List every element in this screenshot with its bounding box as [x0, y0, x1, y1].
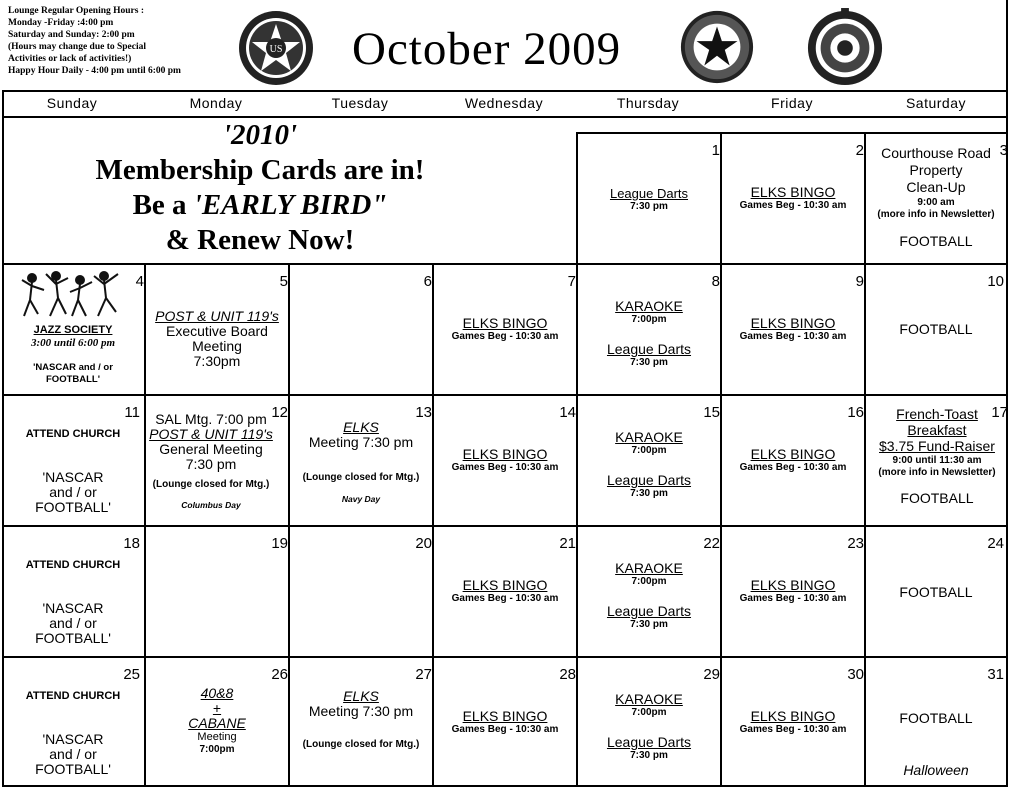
day-number: 24: [987, 535, 1004, 552]
american-legion-emblem-icon: [236, 8, 316, 88]
hours-line: Monday -Friday :4:00 pm: [8, 18, 114, 28]
promo-text: Be a: [132, 189, 194, 221]
day-cell-18: [2, 559, 144, 646]
grid-line: [2, 90, 1008, 92]
holiday-label: Columbus Day: [181, 500, 241, 510]
day-number: 29: [703, 666, 720, 683]
event-time: 7:30 pm: [185, 456, 237, 472]
grid-line: [576, 132, 1008, 134]
promo-early-bird: 'EARLY BIRD": [193, 189, 388, 221]
event-time: Games Beg - 10:30 am: [451, 331, 559, 342]
day-number: 6: [423, 273, 432, 290]
day-cell-22: [578, 561, 720, 631]
event-time: Games Beg - 10:30 am: [451, 462, 559, 473]
day-number: 2: [855, 142, 864, 159]
day-cell-8: [578, 299, 720, 369]
day-number: 27: [415, 666, 432, 683]
event-note: 'NASCAR and / or: [33, 362, 113, 373]
event-title: ELKS BINGO: [462, 315, 548, 331]
event-time: Games Beg - 10:30 am: [739, 593, 847, 604]
weekday-header: Tuesday: [331, 95, 389, 111]
jazz-dancers-icon: [18, 268, 122, 320]
event-time: Games Beg - 10:30 am: [739, 724, 847, 735]
event-time: Games Beg - 10:30 am: [451, 593, 559, 604]
hours-line: Activities or lack of activities!): [8, 54, 132, 64]
day-number: 13: [415, 404, 432, 421]
day-number: 16: [847, 404, 864, 421]
day-number: 23: [847, 535, 864, 552]
day-number: 19: [271, 535, 288, 552]
holiday-label: Halloween: [903, 762, 969, 778]
day-cell-14: [434, 447, 576, 474]
event-title: FOOTBALL: [899, 233, 973, 249]
weekday-header: Friday: [771, 95, 813, 111]
day-cell-27: [290, 689, 432, 751]
day-cell-23: [722, 578, 864, 605]
day-cell-1: [578, 186, 720, 213]
hours-line: (Hours may change due to Special: [8, 42, 147, 52]
event-title: POST & UNIT 119's: [149, 426, 273, 442]
event-time: 7:30 pm: [630, 750, 668, 761]
event-title: French-Toast: [896, 406, 978, 422]
event-title: Executive Board: [166, 323, 268, 339]
event-time: 7:30 pm: [630, 201, 668, 212]
day-number: 9: [855, 273, 864, 290]
event-title: SAL Mtg. 7:00 pm: [155, 411, 267, 427]
event-title: $3.75 Fund-Raiser: [879, 438, 995, 454]
day-cell-26: [146, 686, 288, 756]
event-title: ATTEND CHURCH: [25, 428, 121, 440]
event-title: ELKS BINGO: [750, 315, 836, 331]
event-title: ELKS BINGO: [750, 708, 836, 724]
weekday-header: Wednesday: [464, 95, 544, 111]
day-number: 26: [271, 666, 288, 683]
day-cell-12: [146, 412, 276, 511]
day-cell-10: [866, 322, 1006, 337]
event-title: ELKS: [343, 688, 379, 704]
day-cell-4: [2, 323, 144, 386]
event-time: Games Beg - 10:30 am: [739, 331, 847, 342]
lounge-hours: [8, 5, 228, 77]
event-title: ATTEND CHURCH: [25, 559, 121, 571]
event-note: 'NASCAR: [42, 469, 104, 485]
svg-text:US: US: [269, 44, 283, 55]
event-title: Meeting: [192, 338, 242, 354]
grid-line: [1006, 0, 1008, 787]
event-note: FOOTBALL': [35, 630, 111, 646]
event-time: 7:30pm: [193, 353, 241, 369]
calendar-title: October 2009: [352, 23, 622, 75]
event-note: and / or: [49, 615, 97, 631]
day-number: 17: [991, 404, 1008, 421]
day-number: 14: [559, 404, 576, 421]
day-cell-5: [146, 309, 288, 369]
day-cell-13: [290, 420, 432, 505]
event-title: KARAOKE: [615, 691, 683, 707]
event-note: (more info in Newsletter): [877, 209, 995, 220]
day-number: 22: [703, 535, 720, 552]
event-time: 7:00pm: [631, 576, 667, 587]
grid-line: [2, 656, 1008, 658]
promo-year: '2010': [222, 119, 298, 151]
event-title: 40&8: [200, 685, 234, 701]
event-title: ELKS: [343, 419, 379, 435]
day-cell-7: [434, 316, 576, 343]
day-cell-30: [722, 709, 864, 736]
hours-line: Saturday and Sunday: 2:00 pm: [8, 30, 135, 40]
event-time: 7:30 pm: [630, 488, 668, 499]
weekday-header: Thursday: [616, 95, 680, 111]
event-time: 3:00 until 6:00 pm: [30, 337, 116, 349]
event-title: KARAOKE: [615, 429, 683, 445]
event-title: FOOTBALL: [900, 490, 974, 506]
day-number: 5: [279, 273, 288, 290]
event-time: 7:00pm: [631, 314, 667, 325]
event-title: POST & UNIT 119's: [155, 308, 279, 324]
sons-of-the-american-legion-icon: [806, 6, 884, 90]
event-note: and / or: [49, 746, 97, 762]
day-number: 30: [847, 666, 864, 683]
day-number: 21: [559, 535, 576, 552]
event-title: League Darts: [606, 603, 692, 619]
day-number: 11: [124, 404, 140, 421]
event-time: 7:30 pm: [630, 619, 668, 630]
event-time: Games Beg - 10:30 am: [739, 200, 847, 211]
day-cell-25: [2, 690, 144, 777]
day-number: 8: [711, 273, 720, 290]
event-time: 7:00pm: [631, 707, 667, 718]
grid-line: [2, 785, 1008, 787]
day-number: 20: [415, 535, 432, 552]
day-number: 31: [987, 666, 1004, 683]
event-note: (Lounge closed for Mtg.): [302, 472, 420, 483]
legion-auxiliary-star-icon: [678, 8, 756, 86]
event-title: General Meeting: [159, 441, 263, 457]
event-title: Clean-Up: [906, 179, 966, 195]
event-note: FOOTBALL': [35, 499, 111, 515]
event-title: KARAOKE: [615, 298, 683, 314]
event-note: (Lounge closed for Mtg.): [152, 479, 270, 490]
day-cell-16: [722, 447, 864, 474]
event-title: Courthouse Road: [881, 145, 991, 161]
event-title: League Darts: [606, 734, 692, 750]
event-title: KARAOKE: [615, 560, 683, 576]
day-number: 3: [999, 142, 1008, 159]
event-title: League Darts: [606, 341, 692, 357]
event-title: Property: [909, 162, 963, 178]
day-cell-3: [866, 145, 1006, 249]
day-cell-28: [434, 709, 576, 736]
event-title: FOOTBALL: [899, 321, 973, 337]
weekday-header: Saturday: [905, 95, 967, 111]
event-title: League Darts: [606, 472, 692, 488]
event-title: JAZZ SOCIETY: [33, 324, 113, 336]
event-title: ATTEND CHURCH: [25, 690, 121, 702]
event-title: FOOTBALL: [899, 710, 973, 726]
event-title: ELKS BINGO: [462, 446, 548, 462]
event-note: and / or: [49, 484, 97, 500]
event-title: ELKS BINGO: [750, 184, 836, 200]
event-time: 7:30 pm: [630, 357, 668, 368]
event-title: League Darts: [609, 186, 689, 201]
event-title: ELKS BINGO: [750, 446, 836, 462]
event-title: Meeting 7:30 pm: [308, 434, 414, 450]
event-title: Meeting 7:30 pm: [308, 703, 414, 719]
day-cell-11: [2, 428, 144, 515]
event-title: Meeting: [197, 731, 237, 743]
promo-line: [2, 188, 518, 223]
day-cell-2: [722, 185, 864, 212]
day-cell-31: [866, 711, 1006, 778]
day-cell-21: [434, 578, 576, 605]
event-time: Games Beg - 10:30 am: [451, 724, 559, 735]
event-title: ELKS BINGO: [462, 577, 548, 593]
day-number: 4: [135, 273, 144, 290]
event-time: 7:00pm: [631, 445, 667, 456]
grid-line: [2, 263, 1008, 265]
event-title: ELKS BINGO: [750, 577, 836, 593]
day-number: 10: [987, 273, 1004, 290]
day-cell-17: [866, 406, 1008, 506]
grid-line: [2, 525, 1008, 527]
day-cell-24: [866, 585, 1006, 600]
event-time: 7:00pm: [199, 744, 235, 755]
event-time: Games Beg - 10:30 am: [739, 462, 847, 473]
hours-line: Happy Hour Daily - 4:00 pm until 6:00 pm: [8, 66, 181, 76]
event-note: 'NASCAR: [42, 731, 104, 747]
day-number: 7: [567, 273, 576, 290]
promo-line: & Renew Now!: [165, 224, 355, 256]
day-number: 25: [123, 666, 140, 683]
event-note: 'NASCAR: [42, 600, 104, 616]
membership-promo: [2, 118, 518, 258]
grid-line: [2, 394, 1008, 396]
day-number: 28: [559, 666, 576, 683]
event-note: FOOTBALL': [35, 761, 111, 777]
event-note: FOOTBALL': [46, 374, 100, 385]
weekday-header: Monday: [189, 95, 243, 111]
day-cell-15: [578, 430, 720, 500]
event-note: (more info in Newsletter): [878, 467, 996, 478]
event-note: (Lounge closed for Mtg.): [302, 739, 420, 750]
day-number: 12: [271, 404, 288, 421]
event-title: CABANE: [188, 715, 246, 731]
event-title: Breakfast: [907, 422, 967, 438]
event-title: FOOTBALL: [899, 584, 973, 600]
day-number: 1: [711, 142, 720, 159]
event-time: 9:00 am: [917, 197, 955, 208]
promo-line: Membership Cards are in!: [95, 154, 425, 186]
hours-line: Lounge Regular Opening Hours :: [8, 6, 145, 16]
event-title: +: [212, 700, 222, 716]
weekday-header: Sunday: [46, 95, 98, 111]
holiday-label: Navy Day: [341, 494, 381, 504]
day-number: 15: [703, 404, 720, 421]
day-cell-9: [722, 316, 864, 343]
day-number: 18: [123, 535, 140, 552]
event-time: 9:00 until 11:30 am: [892, 455, 982, 466]
event-title: ELKS BINGO: [462, 708, 548, 724]
day-cell-29: [578, 692, 720, 762]
